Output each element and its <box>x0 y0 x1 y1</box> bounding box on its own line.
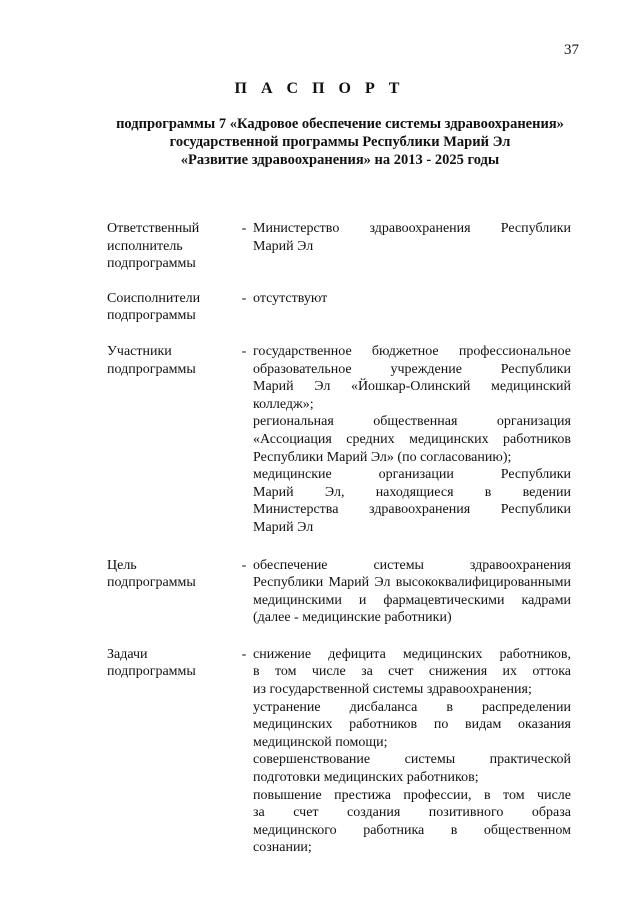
value-line: Марий Эл <box>253 238 314 254</box>
passport-row-tasks <box>0 646 639 857</box>
value-line: медицинских работников по видам оказания <box>253 717 571 733</box>
value-line: медицинские организации Республики <box>253 467 571 483</box>
subtitle-line: «Развитие здравоохранения» на 2013 - 2025 годы <box>180 152 500 168</box>
value-line: образовательное учреждение Республики <box>253 361 571 377</box>
value-line: устранение дисбаланса в распределении <box>253 699 571 715</box>
row-dash: - <box>241 646 247 662</box>
value-line: медицинского работника в общественном <box>253 822 571 838</box>
value-line: снижение дефицита медицинских работников, <box>253 646 571 662</box>
value-line: медицинской помощи; <box>253 734 388 750</box>
value-line: (далее - медицинские работники) <box>253 610 452 626</box>
value-line: государственное бюджетное профессиональное <box>253 343 571 359</box>
label-line: исполнитель <box>107 238 183 254</box>
label-line: Задачи <box>107 646 148 662</box>
value-line: Министерства здравоохранения Республики <box>253 502 571 518</box>
value-line: из государственной системы здравоохранения; <box>253 682 532 698</box>
label-line: подпрограммы <box>107 256 196 272</box>
value-line: подготовки медицинских работников; <box>253 770 479 786</box>
value-line: «Ассоциация средних медицинских работников <box>253 431 571 447</box>
passport-row-participants <box>0 343 639 537</box>
row-value <box>253 220 571 273</box>
passport-table <box>0 220 639 857</box>
page-number: 37 <box>564 42 579 58</box>
value-line: совершенствование системы практической <box>253 752 571 768</box>
row-label <box>107 220 235 273</box>
value-line: в том числе за счет снижения их оттока <box>253 664 571 680</box>
row-dash: - <box>241 221 247 236</box>
value-line: сознании; <box>253 840 312 856</box>
label-line: Соисполнители <box>107 290 201 306</box>
label-line: подпрограммы <box>107 361 196 377</box>
label-line: подпрограммы <box>107 664 196 680</box>
row-dash: - <box>241 343 247 359</box>
label-line: Участники <box>107 343 172 359</box>
label-line: Цель <box>107 557 137 573</box>
value-line: Марий Эл, находящиеся в ведении <box>253 484 571 500</box>
value-line: медицинскими и фармацевтическими кадрами <box>253 592 571 608</box>
value-line: Республики Марий Эл высококвалифицированными <box>253 575 571 591</box>
row-value <box>253 290 571 325</box>
passport-row-coexecutors <box>0 290 639 325</box>
label-line: Ответственный <box>107 221 200 236</box>
value-line: повышение престижа профессии, в том числе <box>253 787 571 803</box>
row-value <box>253 557 571 627</box>
row-label <box>107 343 235 537</box>
value-line: отсутствуют <box>253 290 328 306</box>
value-line: Марий Эл <box>253 519 314 535</box>
row-label <box>107 290 235 325</box>
value-line: за счет создания позитивного образа <box>253 805 571 821</box>
passport-row-goal <box>0 557 639 627</box>
subtitle-line: государственной программы Республики Марий Эл <box>169 134 511 150</box>
row-value <box>253 343 571 537</box>
value-line: Марий Эл «Йошкар-Олинский медицинский <box>253 379 571 395</box>
row-value <box>253 646 571 857</box>
row-dash: - <box>241 290 247 306</box>
value-line: региональная общественная организация <box>253 414 571 430</box>
value-line: обеспечение системы здравоохранения <box>253 557 571 573</box>
value-line: Министерство здравоохранения Республики <box>253 221 571 236</box>
passport-row-responsible <box>0 220 639 273</box>
value-line: Республики Марий Эл» (по согласованию); <box>253 449 512 465</box>
label-line: подпрограммы <box>107 575 196 591</box>
row-label <box>107 646 235 857</box>
document-subtitle <box>80 115 600 169</box>
row-label <box>107 557 235 627</box>
document-title: П А С П О Р Т <box>234 80 405 97</box>
subtitle-line: подпрограммы 7 «Кадровое обеспечение системы здравоохранения» <box>116 116 564 132</box>
value-line: колледж»; <box>253 396 314 412</box>
row-dash: - <box>241 557 247 573</box>
label-line: подпрограммы <box>107 308 196 324</box>
